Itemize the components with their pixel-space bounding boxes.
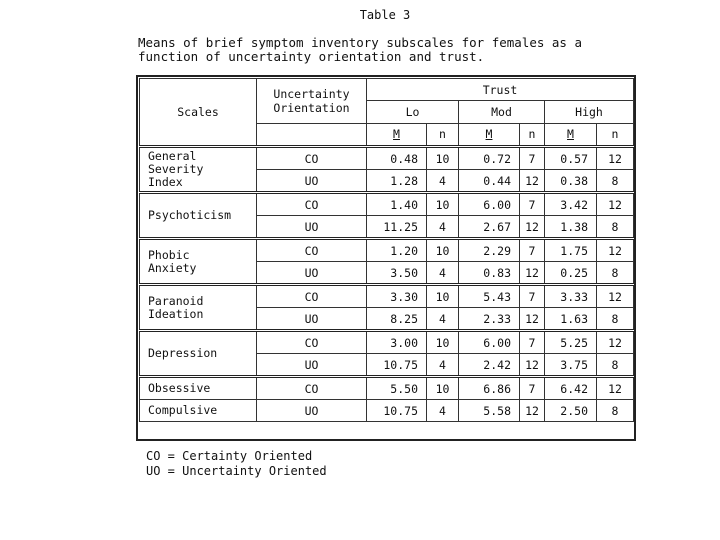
header-n-lo: n [427,123,459,146]
mean-cell: 10.75 [367,354,427,377]
scale-name-line: Paranoid [148,293,204,308]
mean-cell: 2.50 [545,400,597,422]
mean-cell: 6.42 [545,377,597,400]
mean-cell: 8.25 [367,308,427,331]
header-n-mod: n [520,123,545,146]
header-orientation-line-1: Uncertainty [273,86,350,101]
header-level-mod: Mod [459,101,545,123]
n-cell: 4 [427,308,459,331]
header-orientation-blank [257,123,367,146]
header-trust: Trust [367,79,634,101]
mean-cell: 6.86 [459,377,520,400]
table-row [140,147,634,170]
mean-cell: 1.28 [367,170,427,193]
orientation-cell: CO [257,239,367,262]
mean-cell: 10.75 [367,400,427,422]
header-m-lo [367,123,427,146]
scale-name-line: Psychoticism [148,208,232,222]
n-cell: 8 [597,216,634,239]
mean-cell: 0.57 [545,147,597,170]
mean-cell: 5.25 [545,331,597,354]
mean-cell: 3.00 [367,331,427,354]
n-cell: 12 [597,377,634,400]
mean-cell: 6.00 [459,193,520,216]
legend-co: CO = Certainty Oriented [146,449,313,463]
table-row [140,239,634,262]
orientation-cell: UO [257,400,367,422]
mean-cell: 5.43 [459,285,520,308]
orientation-cell: CO [257,147,367,170]
scale-name [140,400,257,422]
mean-cell: 11.25 [367,216,427,239]
mean-cell: 2.29 [459,239,520,262]
scale-name-line: Ideation [148,306,204,321]
mean-cell: 6.00 [459,331,520,354]
n-cell: 7 [520,193,545,216]
orientation-cell: UO [257,354,367,377]
header-orientation-line-2: Orientation [273,100,350,115]
scale-name [140,193,257,239]
table-row [140,377,634,400]
mean-cell: 2.42 [459,354,520,377]
orientation-cell: CO [257,331,367,354]
legend-uo: UO = Uncertainty Oriented [146,464,327,478]
n-cell: 10 [427,147,459,170]
table-title: Table 3 [359,8,411,22]
mean-cell: 1.63 [545,308,597,331]
n-cell: 10 [427,285,459,308]
table-row [140,193,634,216]
n-cell: 7 [520,285,545,308]
n-cell: 8 [597,400,634,422]
n-cell: 7 [520,377,545,400]
m-label: M [567,127,574,142]
scale-name-line: Index [148,175,183,189]
mean-cell: 0.44 [459,170,520,193]
orientation-cell: UO [257,262,367,285]
orientation-cell: CO [257,377,367,400]
header-level-lo: Lo [367,101,459,123]
mean-cell: 2.33 [459,308,520,331]
n-cell: 7 [520,239,545,262]
data-table [139,78,634,422]
n-cell: 12 [597,147,634,170]
n-cell: 12 [520,170,545,193]
table-row [140,285,634,308]
m-label: M [485,127,493,142]
header-level-high: High [545,101,634,123]
mean-cell: 3.33 [545,285,597,308]
mean-cell: 5.50 [367,377,427,400]
n-cell: 12 [520,262,545,285]
orientation-cell: UO [257,216,367,239]
scale-name-line: Severity [148,162,204,176]
scale-name-line: Depression [148,346,218,360]
mean-cell: 3.42 [545,193,597,216]
caption-line-2: function of uncertainty orientation and trust. [138,49,485,64]
legend [146,449,327,479]
scale-name [140,377,257,400]
mean-cell: 1.20 [367,239,427,262]
table-row [140,331,634,354]
n-cell: 12 [520,400,545,422]
n-cell: 12 [597,193,634,216]
table-caption [138,36,658,64]
orientation-cell: UO [257,308,367,331]
header-n-high: n [597,123,634,146]
n-cell: 8 [597,170,634,193]
n-cell: 4 [427,170,459,193]
scale-name-line: Obsessive [148,381,211,395]
n-cell: 8 [597,262,634,285]
mean-cell: 1.40 [367,193,427,216]
header-m-mod [459,123,520,146]
scale-name [140,285,257,331]
scale-name [140,147,257,193]
n-cell: 10 [427,331,459,354]
n-cell: 4 [427,354,459,377]
header-m-high [545,123,597,146]
n-cell: 10 [427,377,459,400]
n-cell: 10 [427,239,459,262]
mean-cell: 1.38 [545,216,597,239]
mean-cell: 0.83 [459,262,520,285]
header-orientation [257,79,367,124]
n-cell: 8 [597,308,634,331]
scale-name [140,239,257,285]
scale-name-line: General [148,149,197,163]
scale-name-line: Phobic [148,247,190,262]
table-row [140,400,634,422]
mean-cell: 5.58 [459,400,520,422]
n-cell: 12 [520,216,545,239]
n-cell: 4 [427,400,459,422]
orientation-cell: CO [257,193,367,216]
n-cell: 12 [597,331,634,354]
mean-cell: 2.67 [459,216,520,239]
scale-name-line: Compulsive [148,403,218,417]
n-cell: 4 [427,216,459,239]
caption-line-1: Means of brief symptom inventory subscales for females as a [138,35,583,50]
n-cell: 7 [520,147,545,170]
n-cell: 12 [520,354,545,377]
n-cell: 4 [427,262,459,285]
mean-cell: 1.75 [545,239,597,262]
header-scales: Scales [140,79,257,147]
n-cell: 8 [597,354,634,377]
mean-cell: 0.48 [367,147,427,170]
n-cell: 12 [597,285,634,308]
mean-cell: 0.38 [545,170,597,193]
scale-name-line: Anxiety [148,260,197,275]
mean-cell: 3.30 [367,285,427,308]
n-cell: 10 [427,193,459,216]
n-cell: 12 [520,308,545,331]
mean-cell: 3.75 [545,354,597,377]
mean-cell: 3.50 [367,262,427,285]
n-cell: 7 [520,331,545,354]
orientation-cell: CO [257,285,367,308]
orientation-cell: UO [257,170,367,193]
scale-name [140,331,257,377]
mean-cell: 0.72 [459,147,520,170]
n-cell: 12 [597,239,634,262]
m-label: M [393,127,400,142]
mean-cell: 0.25 [545,262,597,285]
